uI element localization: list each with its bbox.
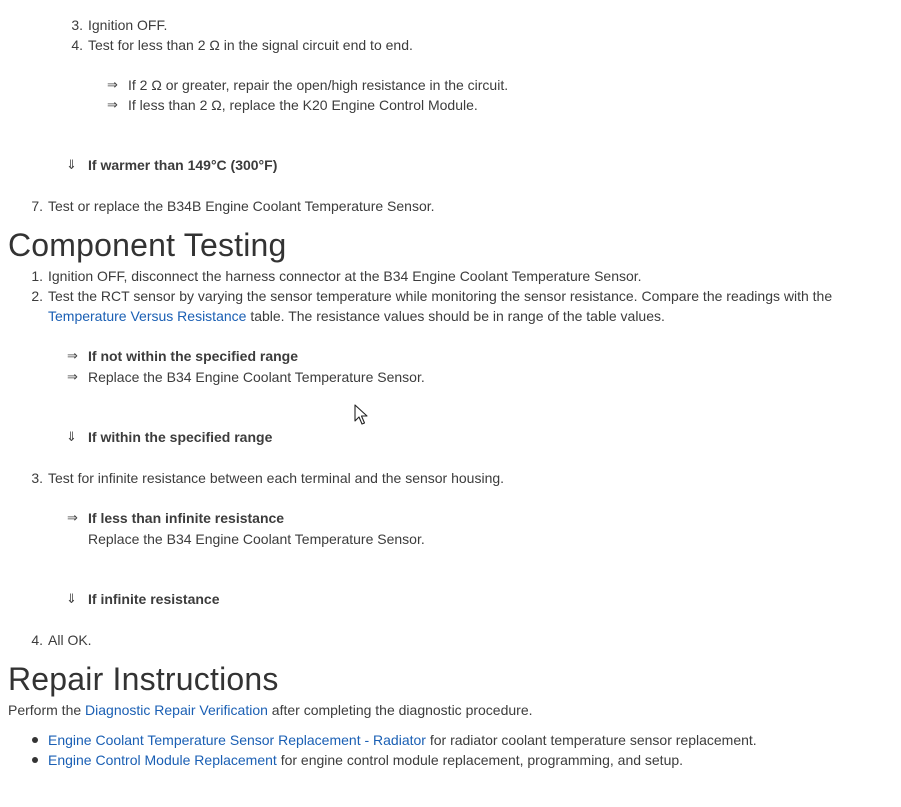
right-arrow-icon: ⇒ (67, 510, 78, 525)
sub-step-text: If less than 2 Ω, replace the K20 Engine Control Module. (128, 97, 478, 113)
intro-text: Perform the (8, 702, 86, 718)
condition-label: If not within the specified range (88, 348, 299, 364)
right-arrow-icon: ⇒ (67, 369, 78, 384)
down-arrow-icon: ⇓ (66, 157, 77, 172)
step-text: Test for infinite resistance between each terminal and the sensor housing. (48, 470, 505, 486)
list-number: 2. (31, 288, 43, 304)
coolant-sensor-replacement-link[interactable]: Engine Coolant Temperature Sensor Replacement - Radiator (48, 732, 426, 748)
step-text: All OK. (48, 632, 92, 648)
step-text: Test the RCT sensor by varying the sensor temperature while monitoring the sensor resistance. Compare the readings with the (48, 288, 833, 304)
right-arrow-icon: ⇒ (107, 97, 118, 112)
down-arrow-icon: ⇓ (66, 591, 77, 606)
step-text-continued (48, 307, 665, 325)
condition-label: If less than infinite resistance (88, 510, 285, 526)
list-number: 3. (31, 470, 43, 486)
step-text: Test for less than 2 Ω in the signal circuit end to end. (88, 37, 413, 53)
bullet-icon (32, 757, 38, 763)
sub-step-text: If 2 Ω or greater, repair the open/high resistance in the circuit. (128, 77, 509, 93)
bullet-icon (32, 737, 38, 743)
action-text: Replace the B34 Engine Coolant Temperature Sensor. (88, 369, 425, 385)
list-number: 1. (31, 268, 43, 284)
step-text: Ignition OFF. (88, 17, 168, 33)
right-arrow-icon: ⇒ (107, 77, 118, 92)
action-text: Replace the B34 Engine Coolant Temperature Sensor. (88, 531, 425, 547)
mouse-cursor-icon (354, 404, 368, 426)
right-arrow-icon: ⇒ (67, 348, 78, 363)
list-item (48, 731, 757, 749)
condition-label: If infinite resistance (88, 591, 220, 607)
repair-intro (8, 701, 533, 719)
list-number: 4. (71, 37, 83, 53)
step-text: Ignition OFF, disconnect the harness connector at the B34 Engine Coolant Temperature Sensor. (48, 268, 642, 284)
step-text: Test or replace the B34B Engine Coolant Temperature Sensor. (48, 198, 435, 214)
list-number: 4. (31, 632, 43, 648)
section-heading-component-testing: Component Testing (8, 227, 287, 263)
diagnostic-repair-verification-link[interactable]: Diagnostic Repair Verification (85, 702, 268, 718)
condition-label: If within the specified range (88, 429, 273, 445)
list-item-text: for radiator coolant temperature sensor replacement. (425, 732, 757, 748)
down-arrow-icon: ⇓ (66, 429, 77, 444)
list-number: 3. (71, 17, 83, 33)
section-heading-repair-instructions: Repair Instructions (8, 661, 279, 697)
condition-label: If warmer than 149°C (300°F) (88, 157, 278, 173)
step-text-tail: table. The resistance values should be in range of the table values. (246, 308, 665, 324)
list-item-text: for engine control module replacement, programming, and setup. (276, 752, 684, 768)
temperature-versus-resistance-link[interactable]: Temperature Versus Resistance (48, 308, 247, 324)
list-item (48, 751, 683, 769)
intro-text-tail: after completing the diagnostic procedure. (267, 702, 533, 718)
list-number: 7. (31, 198, 43, 214)
ecm-replacement-link[interactable]: Engine Control Module Replacement (48, 752, 277, 768)
